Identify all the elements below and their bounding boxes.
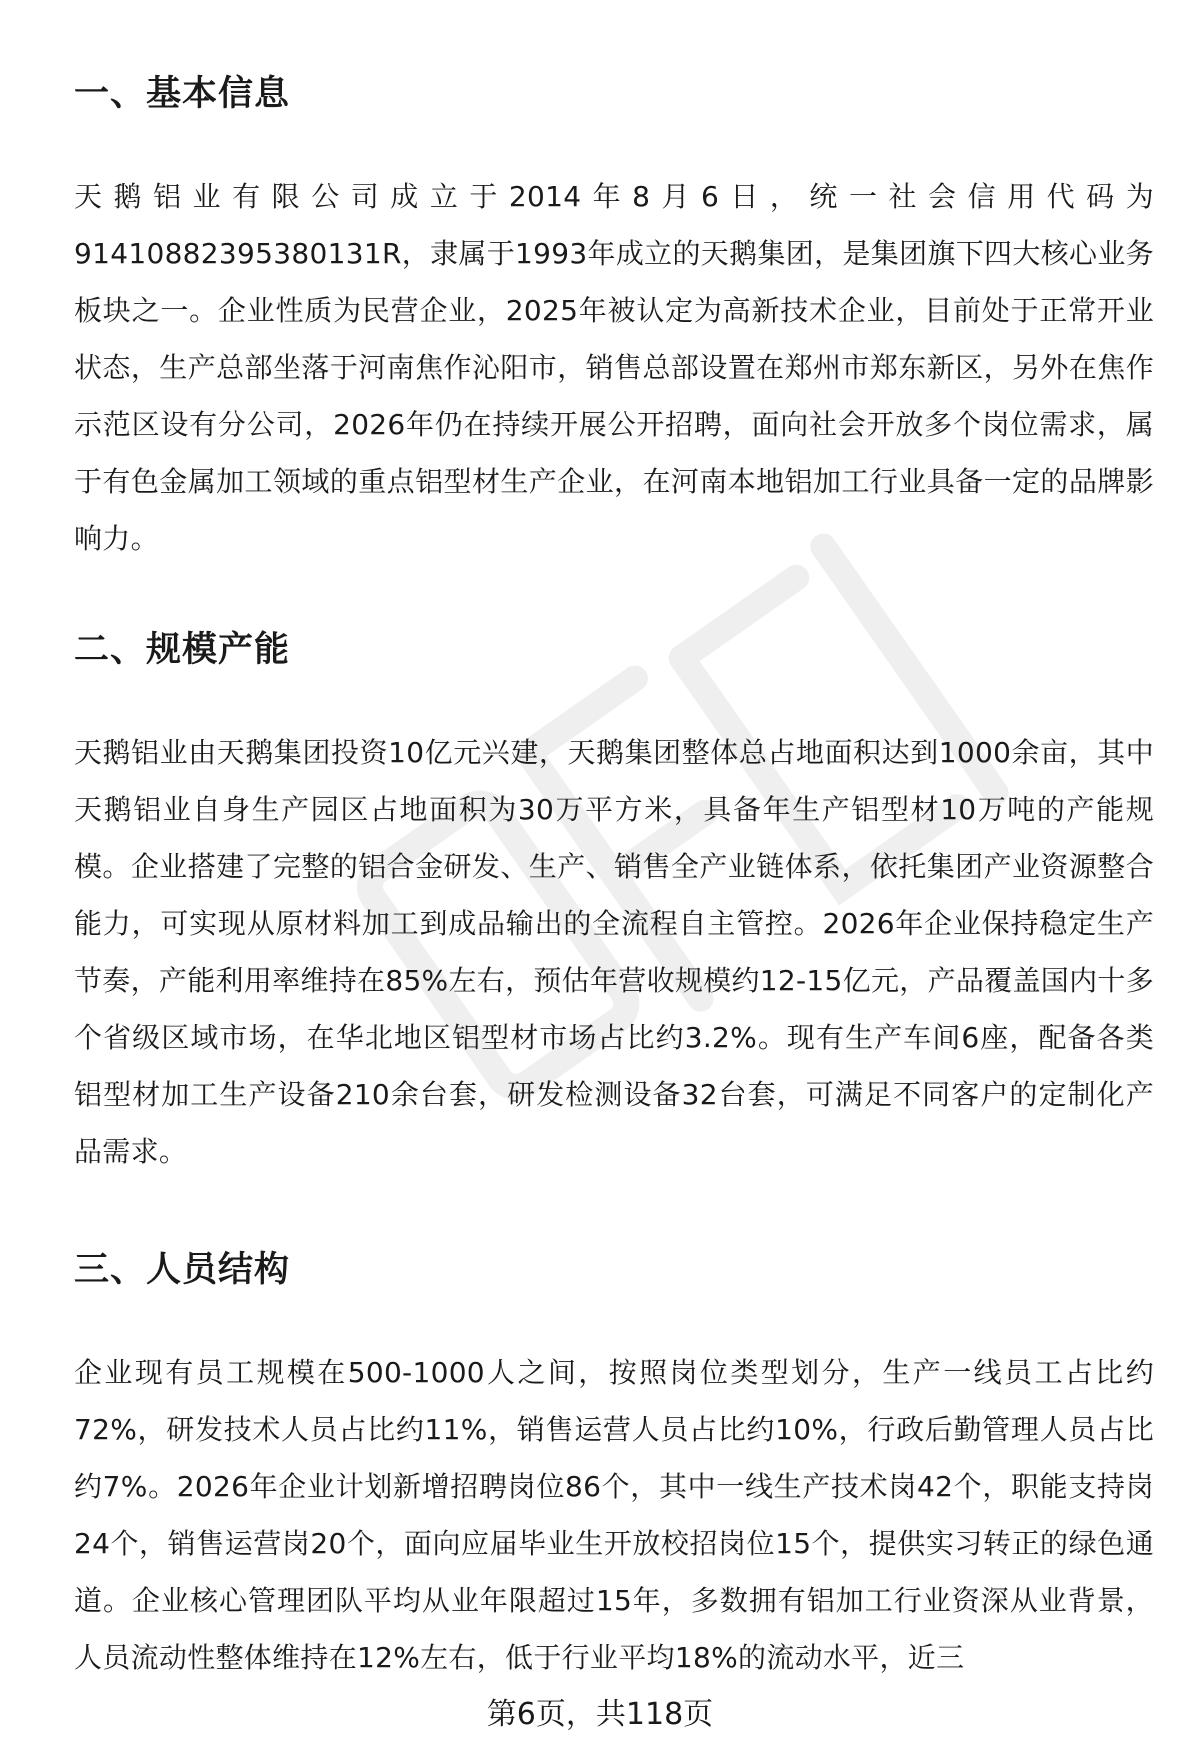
section-scale-capacity <box>74 626 1154 1168</box>
page-number-footer: 第6页，共118页 <box>486 1697 714 1732</box>
section-heading: 二、规模产能 <box>74 630 291 670</box>
section-paragraph: 企业现有员工规模在500-1000人之间，按照岗位类型划分，生产一线员工占比约72%，研发技术人员占比约11%，销售运营人员占比约10%，行政后勤管理人员占比约7%。2026年企业计划新增招聘岗位86个，其中一线生产技术岗42个，职能支持岗24个，销售运营岗20个，面向应届毕业生开放校招岗位15个，提供实习转正的绿色通道。企业核心管理团队平均从业年限超过15年，多数拥有铝加工行业资深从业背景，人员流动性整体维持在12%左右，低于行业平均18%的流动水平，近三 <box>74 1356 1154 1674</box>
section-paragraph: 天鹅铝业由天鹅集团投资10亿元兴建，天鹅集团整体总占地面积达到1000余亩，其中天鹅铝业自身生产园区占地面积为30万平方米，具备年生产铝型材10万吨的产能规模。企业搭建了完整的铝合金研发、生产、销售全产业链体系，依托集团产业资源整合能力，可实现从原材料加工到成品输出的全流程自主管控。2026年企业保持稳定生产节奏，产能利用率维持在85%左右，预估年营收规模约12-15亿元，产品覆盖国内十多个省级区域市场，在华北地区铝型材市场占比约3.2%。现有生产车间6座，配备各类铝型材加工生产设备210余台套，研发检测设备32台套，可满足不同客户的定制化产品需求。 <box>74 736 1154 1168</box>
section-heading: 一、基本信息 <box>74 74 291 114</box>
section-staff-structure <box>74 1246 1154 1674</box>
section-basic-info <box>74 70 1154 555</box>
section-paragraph: 天鹅铝业有限公司成立于2014年8月6日，统一社会信用代码为91410882395380131R，隶属于1993年成立的天鹅集团，是集团旗下四大核心业务板块之一。企业性质为民营企业，2025年被认定为高新技术企业，目前处于正常开业状态，生产总部坐落于河南焦作沁阳市，销售总部设置在郑州市郑东新区，另外在焦作示范区设有分公司，2026年仍在持续开展公开招聘，面向社会开放多个岗位需求，属于有色金属加工领域的重点铝型材生产企业，在河南本地铝加工行业具备一定的品牌影响力。 <box>74 180 1154 555</box>
section-heading: 三、人员结构 <box>74 1250 291 1290</box>
